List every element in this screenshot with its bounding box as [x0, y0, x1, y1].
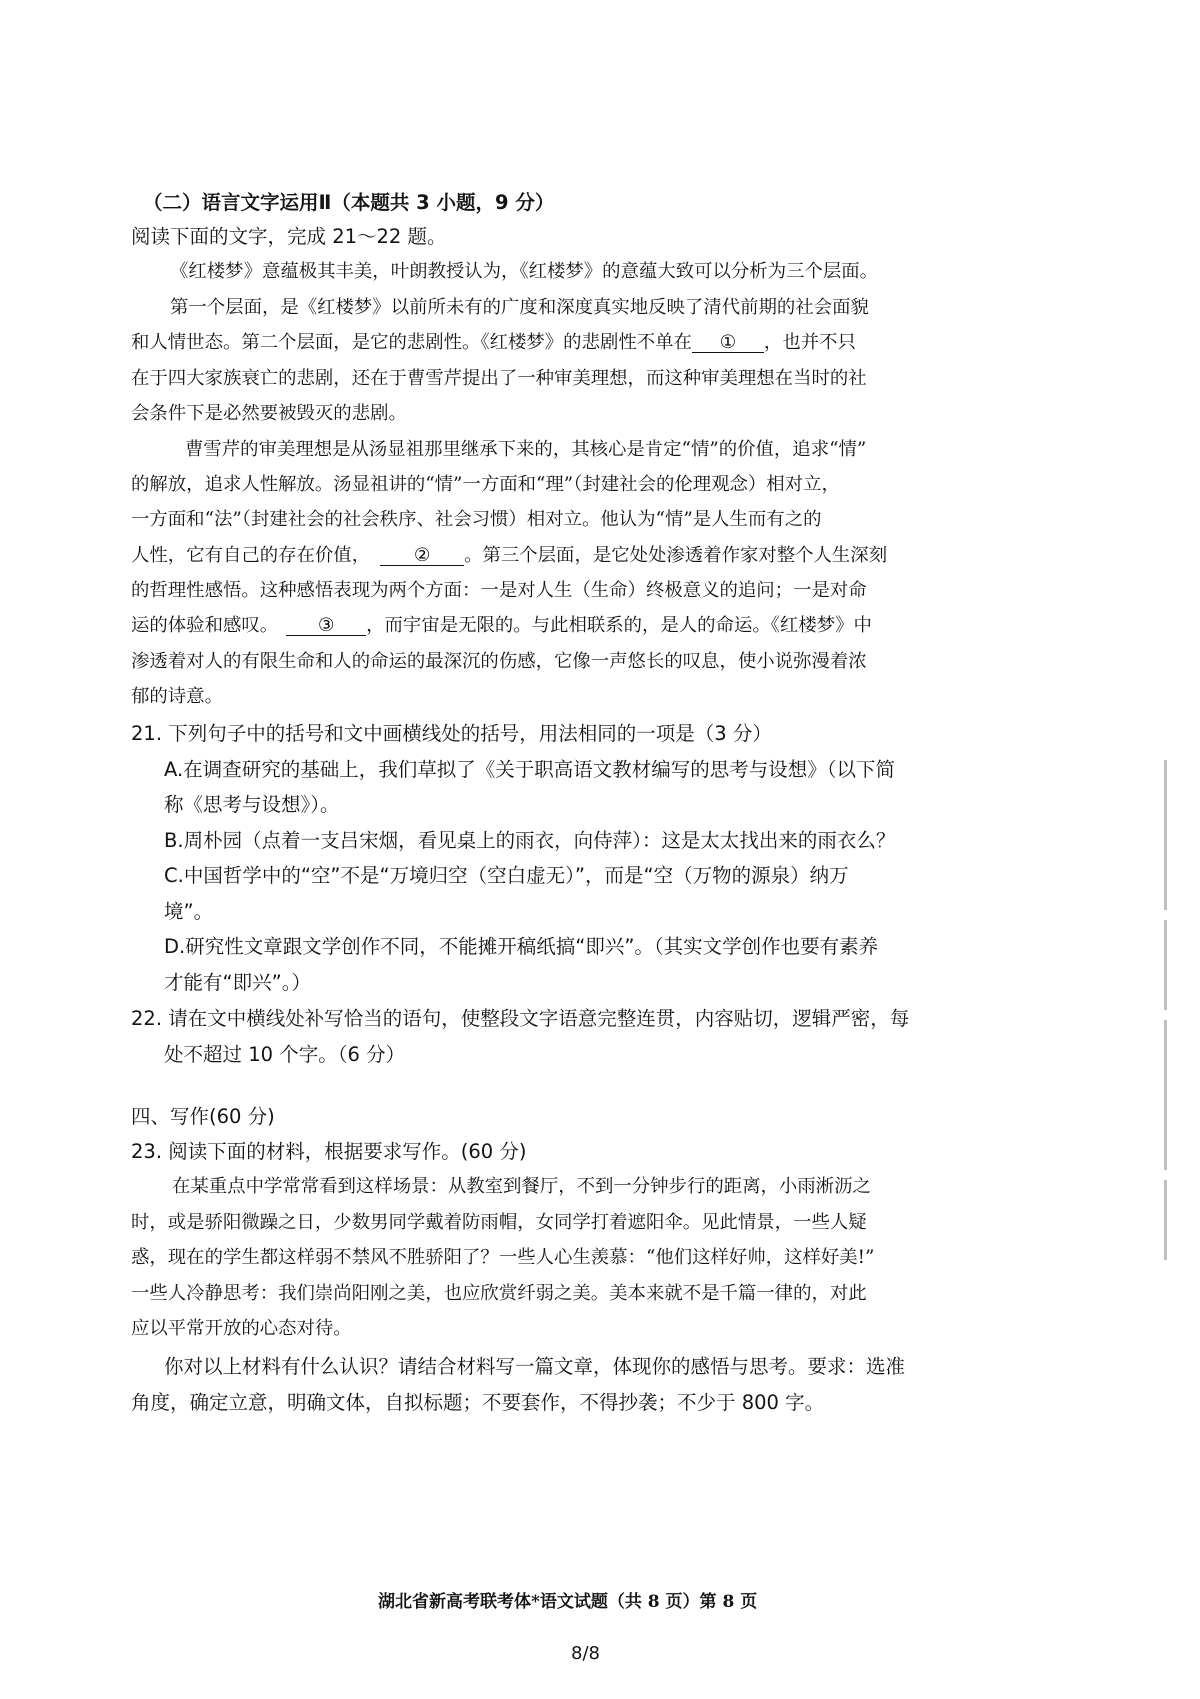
section-heading: （二）语言文字运用Ⅱ（本题共 3 小题，9 分） [143, 191, 555, 214]
scan-artifact [1164, 1020, 1167, 1170]
question-stem: 22. 请在文中横线处补写恰当的语句，使整段文字语意完整连贯，内容贴切，逻辑严密，每 [131, 1007, 910, 1030]
passage-line: 一方面和“法”（封建社会的社会秩序、社会习惯）相对立。他认为“情”是人生而有之的 [131, 509, 822, 530]
passage-line: 《红楼梦》意蕴极其丰美，叶朗教授认为，《红楼梦》的意蕴大致可以分析为三个层面。 [170, 261, 879, 282]
passage-line: 会条件下是必然要被毁灭的悲剧。 [131, 403, 407, 424]
scan-artifact [1164, 1180, 1167, 1260]
passage-text: 运的体验和感叹。 [131, 615, 279, 636]
passage-line: 的哲理性感悟。这种感悟表现为两个方面：一是对人生（生命）终极意义的追问；一是对命 [131, 580, 867, 601]
material-line: 在某重点中学常常看到这样场景：从教室到餐厅，不到一分钟步行的距离，小雨淅沥之 [172, 1176, 871, 1197]
passage-text: 。第三个层面，是它处处渗透着作家对整个人生深刻 [464, 545, 888, 566]
task-text: 你对以上材料有什么认识？请结合材料写一篇文章，体现你的感悟与思考。要求：选准 [164, 1355, 906, 1378]
passage-text: ，也并不只 [763, 332, 856, 353]
instruction-text: 阅读下面的文字，完成 21～22 题。 [131, 225, 447, 248]
passage-text: ，而宇宙是无限的。与此相联系的，是人的命运。《红楼梦》中 [366, 615, 872, 636]
material-line: 惑，现在的学生都这样弱不禁风不胜骄阳了？一些人心生羡慕：“他们这样好帅，这样好美!” [131, 1247, 875, 1268]
passage-line: 渗透着对人的有限生命和人的命运的最深沉的伤感，它像一声悠长的叹息，使小说弥漫着浓 [131, 651, 867, 672]
passage-line [131, 547, 887, 566]
question-stem-cont: 处不超过 10 个字。（6 分） [164, 1043, 406, 1066]
option-c-cont: 境”。 [164, 900, 214, 923]
scan-artifact [1164, 760, 1167, 910]
passage-line: 第一个层面，是《红楼梦》以前所未有的广度和深度真实地反映了清代前期的社会面貌 [170, 297, 869, 318]
passage-line: 郁的诗意。 [131, 686, 223, 707]
passage-line: 曹雪芹的审美理想是从汤显祖那里继承下来的，其核心是肯定“情”的价值，追求“情” [185, 439, 867, 460]
option-b: B.周朴园（点着一支吕宋烟，看见桌上的雨衣，向侍萍）：这是太太找出来的雨衣么？ [164, 829, 896, 852]
passage-line [131, 617, 872, 636]
scan-artifact [1164, 920, 1167, 1010]
material-line: 应以平常开放的心态对待。 [131, 1318, 352, 1339]
option-c: C.中国哲学中的“空”不是“万境归空（空白虚无）”，而是“空（万物的源泉）纳万 [164, 864, 849, 887]
passage-line: 在于四大家族衰亡的悲剧，还在于曹雪芹提出了一种审美理想，而这种审美理想在当时的社 [131, 368, 867, 389]
question-23: 23. 阅读下面的材料，根据要求写作。(60 分) [131, 1140, 527, 1163]
blank-3: ③ [286, 617, 366, 636]
passage-line [131, 334, 856, 353]
blank-2: ② [380, 547, 464, 566]
passage-text: 和人情世态。第二个层面，是它的悲剧性。《红楼梦》的悲剧性不单在 [131, 332, 692, 353]
material-line: 一些人冷静思考：我们崇尚阳刚之美，也应欣赏纤弱之美。美本来就不是千篇一律的，对此 [131, 1283, 867, 1304]
blank-1: ① [692, 334, 764, 353]
page-footer: 湖北省新高考联考体*语文试题（共 8 页）第 8 页 [378, 1592, 758, 1612]
passage-text: 人性，它有自己的存在价值， [131, 545, 371, 566]
passage-line: 的解放，追求人性解放。汤显祖讲的“情”一方面和“理”（封建社会的伦理观念）相对立， [131, 474, 840, 495]
section-heading: 四、写作(60 分) [131, 1105, 275, 1128]
task-text: 角度，确定立意，明确文体，自拟标题；不要套作，不得抄袭；不少于 800 字。 [131, 1391, 825, 1414]
page-number: 8/8 [571, 1643, 600, 1664]
option-d: D.研究性文章跟文学创作不同，不能摊开稿纸搞“即兴”。（其实文学创作也要有素养 [164, 935, 879, 958]
material-line: 时，或是骄阳微躁之日，少数男同学戴着防雨帽，女同学打着遮阳伞。见此情景，一些人疑 [131, 1212, 867, 1233]
option-a: A.在调查研究的基础上，我们草拟了《关于职高语文教材编写的思考与设想》（以下简 [164, 758, 895, 781]
option-a-cont: 称《思考与设想》）。 [164, 793, 340, 816]
option-d-cont: 才能有“即兴”。） [164, 971, 311, 994]
question-stem: 21. 下列句子中的括号和文中画横线处的括号，用法相同的一项是（3 分） [131, 722, 772, 745]
